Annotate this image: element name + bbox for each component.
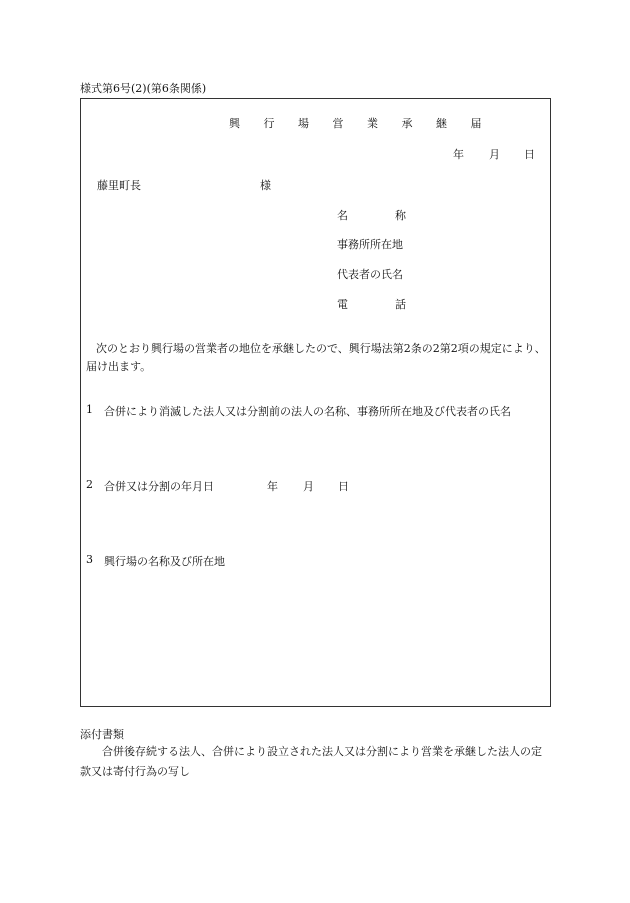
addressee-name: 藤里町長 [97,179,141,192]
item-2-month: 月 [303,480,314,493]
date-day: 日 [524,148,535,161]
applicant-rep-label: 代表者の氏名 [337,268,403,281]
item-2-day: 日 [338,480,349,493]
applicant-phone-label-b: 話 [395,298,406,311]
applicant-phone-label-a: 電 [337,298,348,311]
attachments-text [80,742,548,782]
item-2-text: 合併又は分割の年月日 [104,480,214,493]
form-title: 興 行 場 営 業 承 継 届 [229,117,492,130]
item-1-text: 合併により消滅した法人又は分割前の法人の名称、事務所所在地及び代表者の氏名 [104,405,511,418]
addressee-honorific: 様 [260,179,271,192]
form-number: 様式第6号(2)(第6条関係) [80,82,207,95]
item-2-number: 2 [86,478,93,491]
body-text-content: 次のとおり興行場の営業者の地位を承継したので、興行場法第2条の2第2項の規定により、届け出ます。 [86,342,546,373]
attachments-heading: 添付書類 [80,728,124,741]
date-month: 月 [489,148,500,161]
applicant-office-label: 事務所所在地 [337,238,403,251]
attachments-text-content: 合併後存続する法人、合併により設立された法人又は分割により営業を承継した法人の定款又は寄付行為の写し [80,745,542,778]
item-1-number: 1 [86,403,93,416]
item-3-text: 興行場の名称及び所在地 [104,555,225,568]
applicant-name-label-b: 称 [395,209,406,222]
applicant-name-label-a: 名 [337,209,348,222]
body-text [86,340,548,376]
date-year: 年 [453,148,464,161]
item-3-number: 3 [86,553,93,566]
item-2-year: 年 [267,480,278,493]
